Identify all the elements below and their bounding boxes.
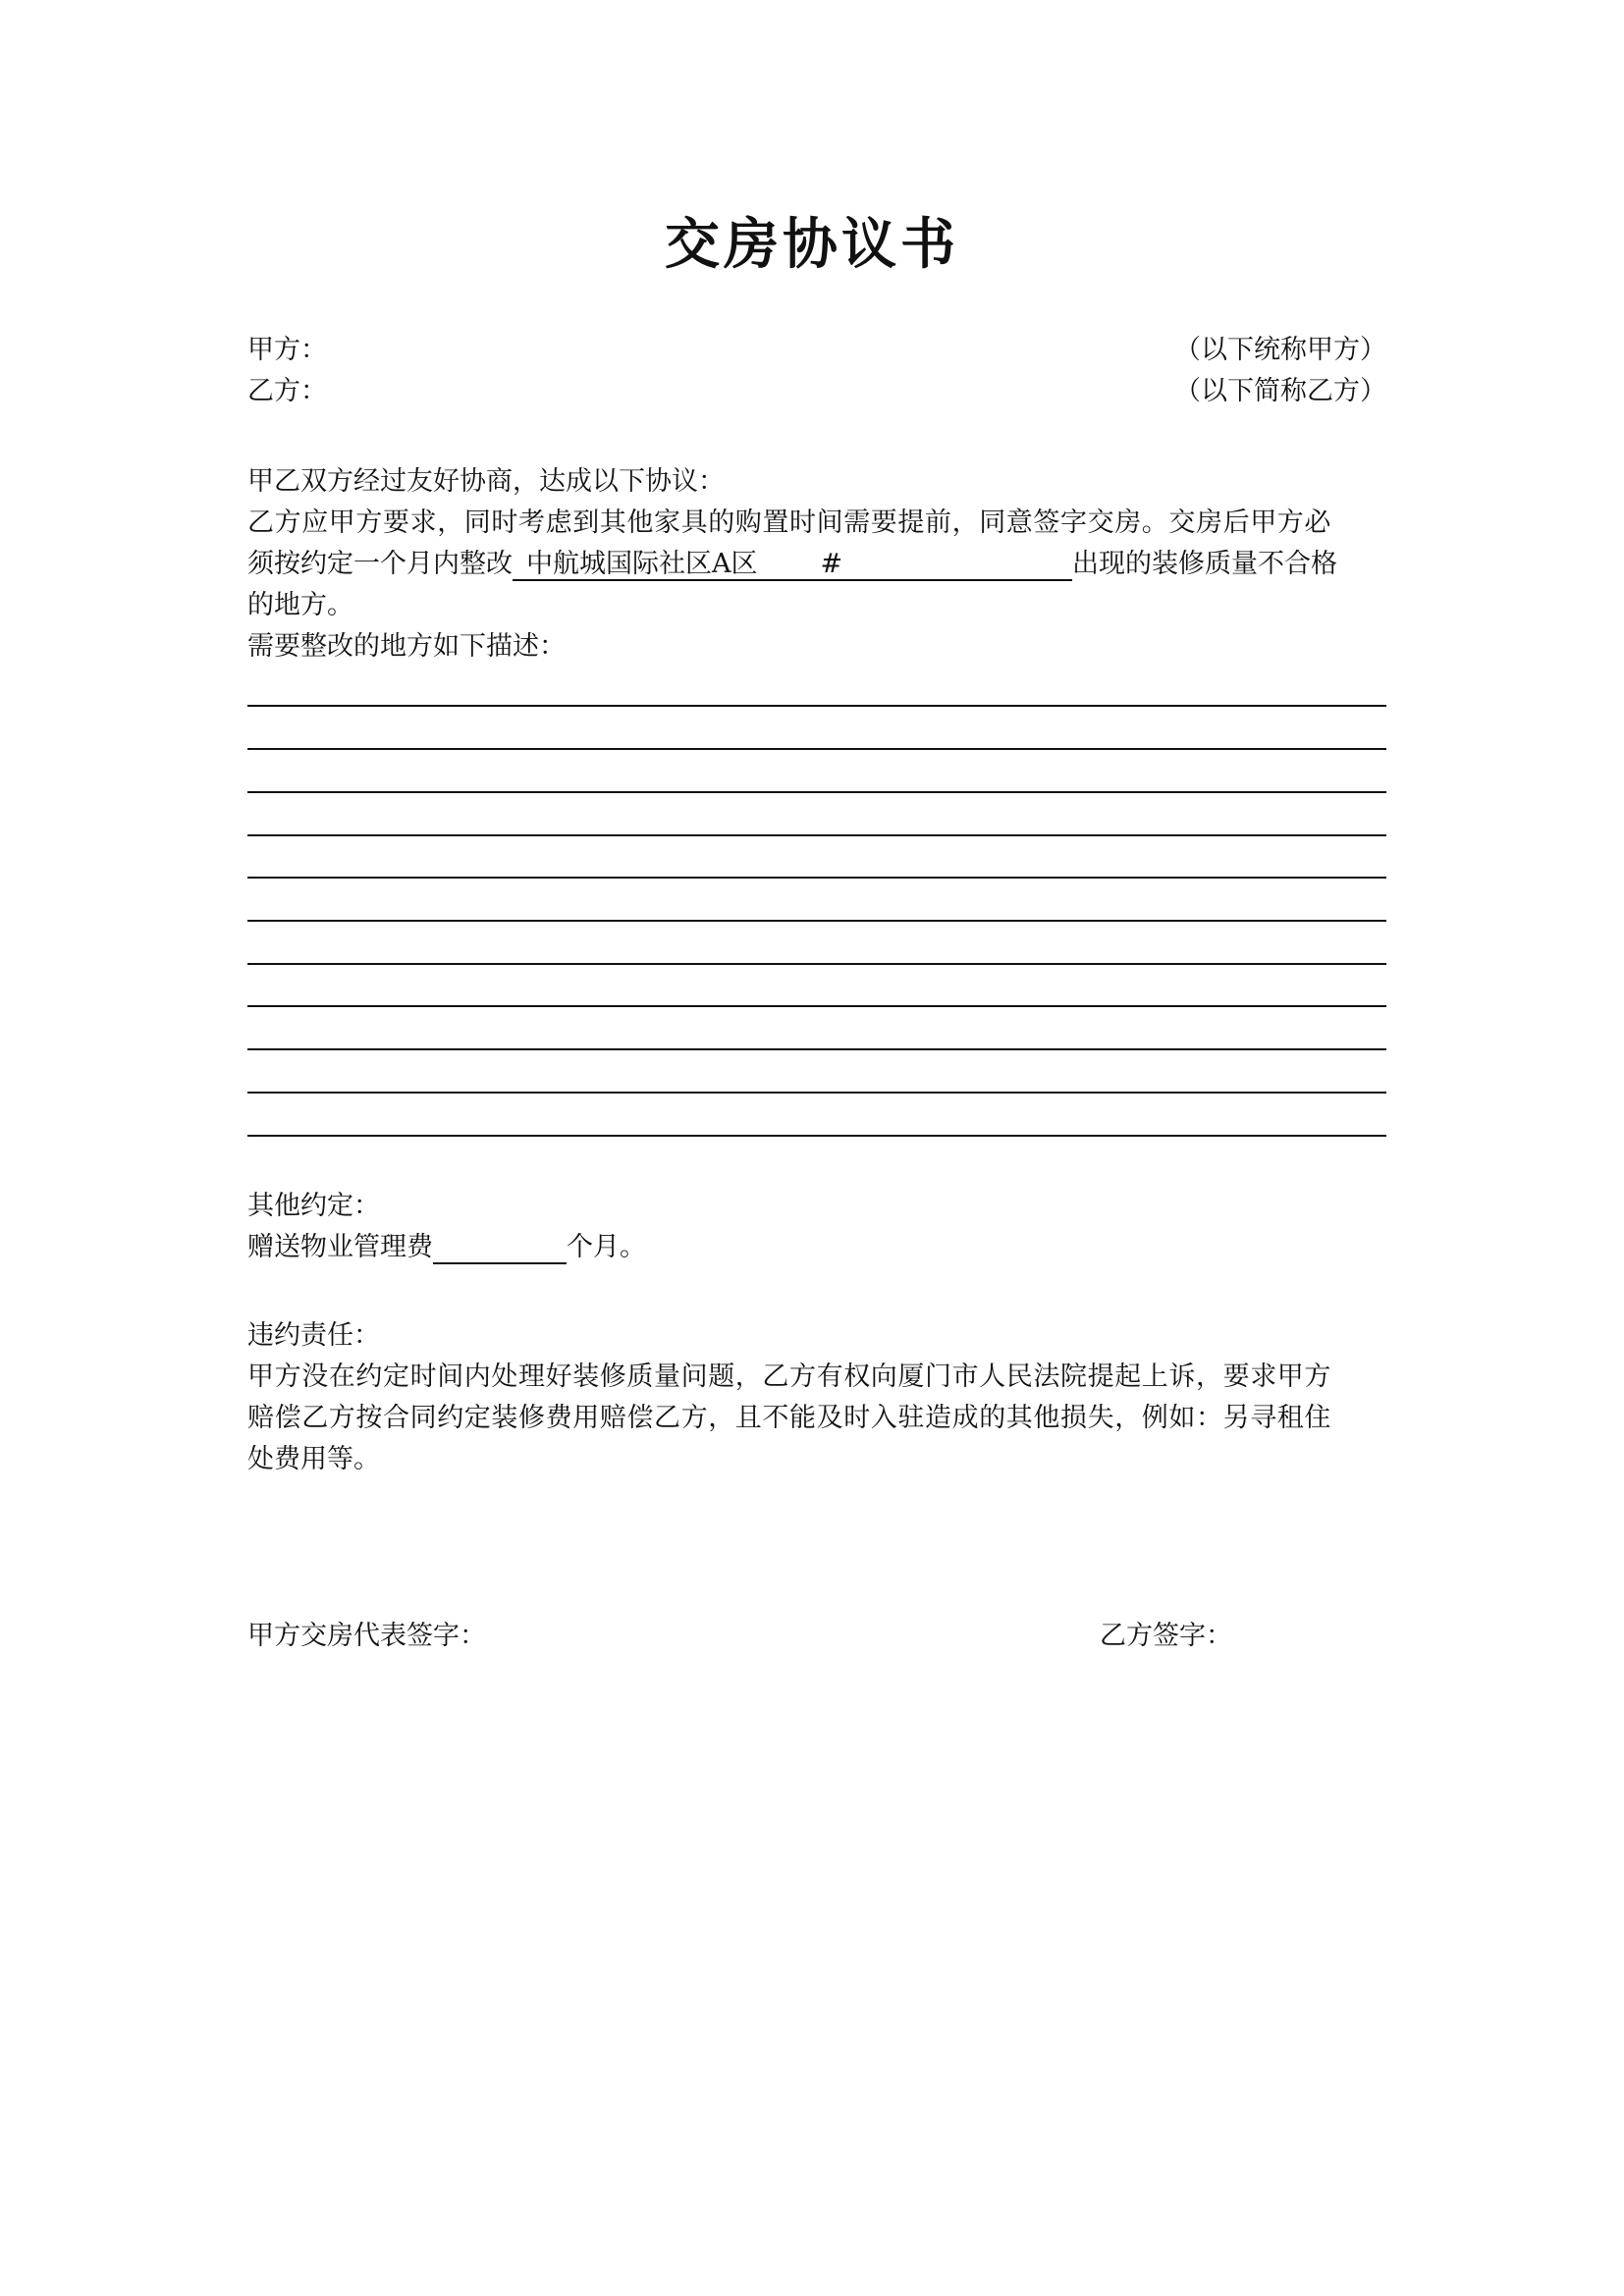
rectify-line: [247, 1135, 1386, 1137]
party-b-row: [247, 371, 1386, 412]
rectify-line: [247, 1048, 1386, 1050]
party-a-signature-label: 甲方交房代表签字：: [247, 1621, 486, 1651]
rectify-line: [247, 791, 1386, 793]
party-a-note: （以下统称甲方）: [1174, 335, 1386, 365]
rectify-line: [247, 920, 1386, 922]
clause-line-2-prefix: 须按约定一个月内整改: [247, 549, 513, 579]
party-a-label: 甲方：: [247, 335, 327, 365]
clause-line-1: 乙方应甲方要求，同时考虑到其他家具的购置时间需要提前，同意签字交房。交房后甲方必: [247, 507, 1331, 538]
rectify-heading: 需要整改的地方如下描述：: [247, 631, 566, 662]
fee-prefix: 赠送物业管理费: [247, 1232, 433, 1262]
rectify-line: [247, 963, 1386, 965]
address-hash: #: [820, 549, 843, 579]
party-b-signature-label: 乙方签字：: [1100, 1621, 1232, 1651]
rectify-line: [247, 705, 1386, 707]
rectify-line: [247, 1092, 1386, 1094]
intro-text: 甲乙双方经过友好协商，达成以下协议：: [247, 466, 725, 497]
signature-row: [247, 1616, 1386, 1657]
party-b-note: （以下简称乙方）: [1174, 376, 1386, 406]
document-title: 交房协议书: [665, 213, 959, 277]
clause-line-2: [247, 544, 1386, 585]
breach-line-1: 甲方没在约定时间内处理好装修质量问题，乙方有权向厦门市人民法院提起上诉，要求甲方: [247, 1362, 1331, 1392]
address-blank: [513, 550, 1072, 581]
party-b-label: 乙方：: [247, 376, 327, 406]
fee-line: [247, 1227, 1386, 1268]
rectify-line: [247, 748, 1386, 750]
party-a-row: [247, 330, 1386, 371]
rectify-line: [247, 877, 1386, 879]
rectify-line: [247, 1005, 1386, 1007]
address-name: 中航城国际社区A区: [526, 549, 758, 579]
breach-line-2: 赔偿乙方按合同约定装修费用赔偿乙方，且不能及时入驻造成的其他损失，例如：另寻租住: [247, 1403, 1331, 1433]
fee-suffix: 个月。: [567, 1232, 646, 1262]
breach-heading: 违约责任：: [247, 1320, 380, 1351]
rectify-line: [247, 834, 1386, 836]
other-heading: 其他约定：: [247, 1191, 380, 1221]
fee-months-blank: [433, 1233, 567, 1264]
clause-line-2-suffix: 出现的装修质量不合格: [1072, 549, 1337, 579]
breach-line-3: 处费用等。: [247, 1444, 380, 1474]
clause-line-3: 的地方。: [247, 590, 353, 620]
